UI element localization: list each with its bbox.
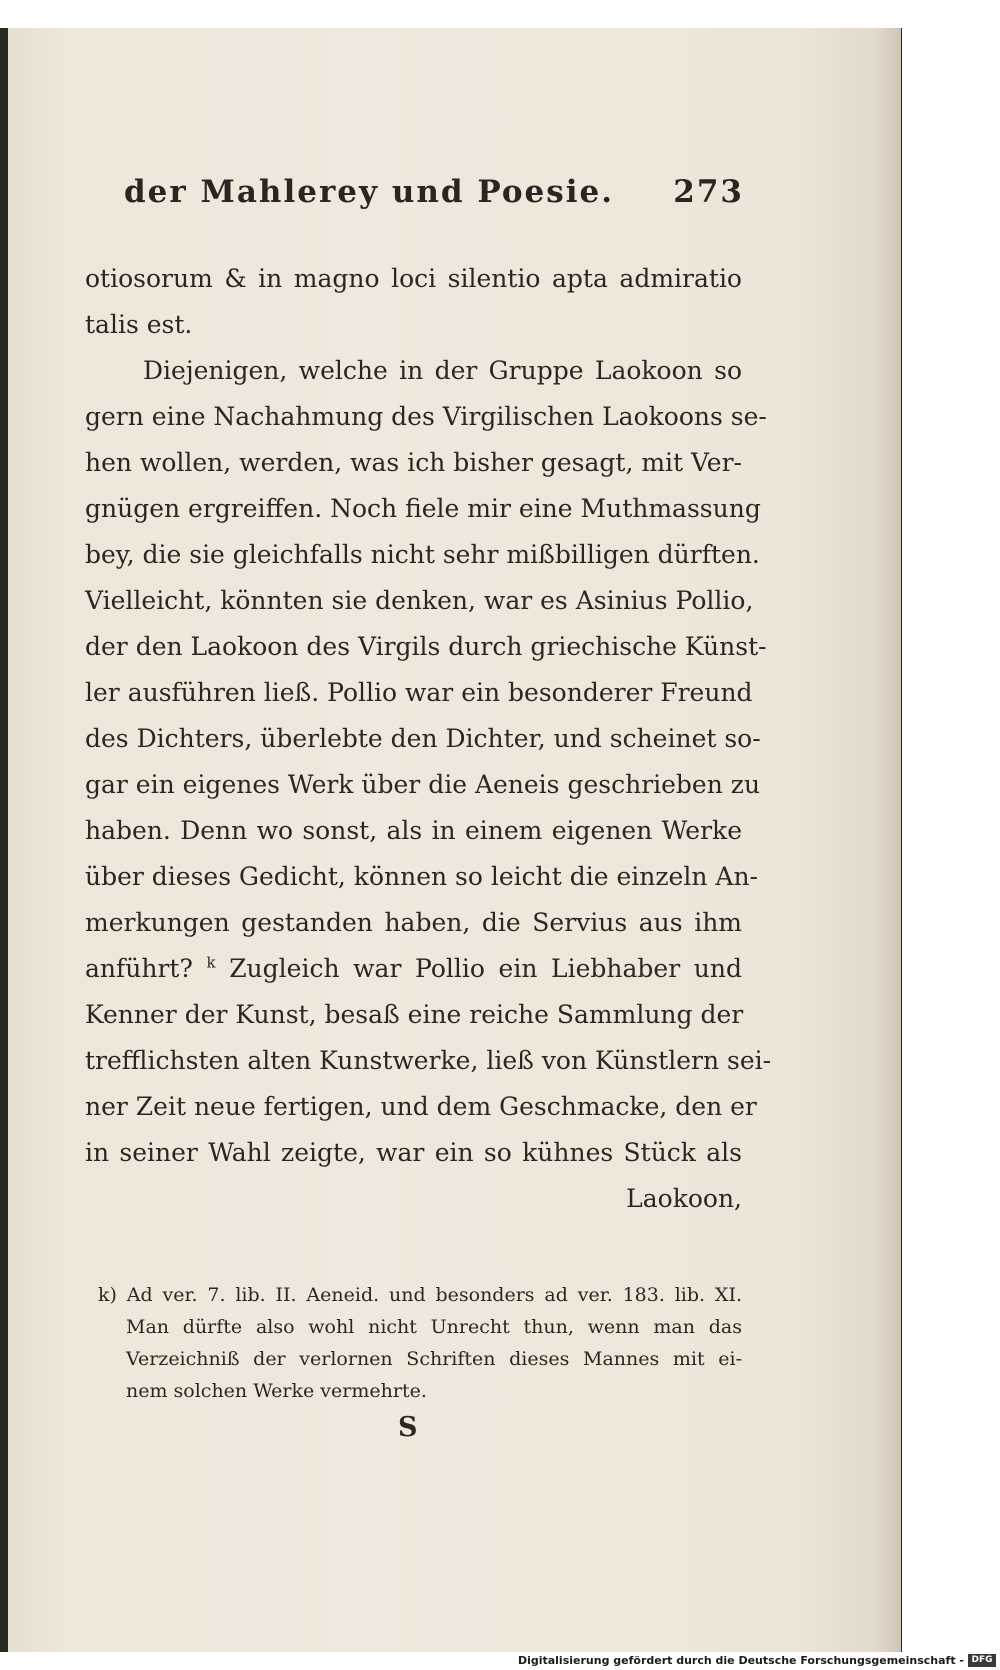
footnote bbox=[98, 1279, 742, 1407]
text-line: otiosorum & in magno loci silentio apta admiratio bbox=[85, 264, 742, 293]
text-line: Kenner der Kunst, besaß eine reiche Sammlung der bbox=[85, 1000, 744, 1029]
running-head bbox=[124, 174, 744, 224]
body-text bbox=[85, 256, 772, 1222]
dfg-logo: DFG bbox=[968, 1654, 996, 1667]
text-segment: Zugleich war Pollio ein Liebhaber und bbox=[229, 954, 742, 983]
text-line: gar ein eigenes Werk über die Aeneis geschrieben zu bbox=[85, 770, 761, 799]
scan-background bbox=[0, 28, 902, 1652]
text-line: merkungen gestanden haben, die Servius aus ihm bbox=[85, 908, 742, 937]
text-line: gnügen ergreiffen. Noch fiele mir eine Muthmassung bbox=[85, 494, 761, 523]
footnote-line: Man dürfte also wohl nicht Unrecht thun, wenn man das bbox=[126, 1316, 742, 1338]
footnote-marker: k) bbox=[98, 1284, 117, 1306]
text-line: talis est. bbox=[85, 310, 193, 339]
text-line-with-footnote bbox=[85, 946, 742, 992]
footnote-text: Ad ver. 7. lib. II. Aeneid. und besonders ad ver. 183. lib. XI. bbox=[126, 1284, 742, 1306]
text-line: trefflichsten alten Kunstwerke, ließ von Künstlern sei- bbox=[85, 1046, 772, 1075]
footnote-line: Verzeichniß der verlornen Schriften dieses Mannes mit ei- bbox=[126, 1348, 742, 1370]
book-page bbox=[8, 28, 901, 1652]
signature-mark: S bbox=[398, 1412, 418, 1443]
text-line: über dieses Gedicht, können so leicht die einzeln An- bbox=[85, 862, 758, 891]
text-line: ner Zeit neue fertigen, und dem Geschmacke, den er bbox=[85, 1092, 757, 1121]
text-line: hen wollen, werden, was ich bisher gesagt, mit Ver- bbox=[85, 448, 742, 477]
text-line: des Dichters, überlebte den Dichter, und scheinet so- bbox=[85, 724, 761, 753]
page-number: 273 bbox=[673, 174, 744, 210]
text-line: ler ausführen ließ. Pollio war ein besonderer Freund bbox=[85, 678, 753, 707]
paragraph-start-line: Diejenigen, welche in der Gruppe Laokoon so bbox=[143, 356, 742, 385]
funding-credit: Digitalisierung gefördert durch die Deutsche Forschungsgemeinschaft - bbox=[517, 1654, 964, 1667]
running-head-title: der Mahlerey und Poesie. bbox=[124, 174, 614, 210]
text-line: gern eine Nachahmung des Virgilischen Laokoons se- bbox=[85, 402, 767, 431]
text-line: Vielleicht, könnten sie denken, war es Asinius Pollio, bbox=[85, 586, 754, 615]
text-line: in seiner Wahl zeigte, war ein so kühnes Stück als bbox=[85, 1138, 742, 1167]
text-line: haben. Denn wo sonst, als in einem eigenen Werke bbox=[85, 816, 742, 845]
footnote-line bbox=[98, 1279, 742, 1311]
page-end-word: Laokoon, bbox=[626, 1184, 742, 1213]
text-line: bey, die sie gleichfalls nicht sehr mißbilligen dürften. bbox=[85, 540, 760, 569]
text-line: der den Laokoon des Virgils durch griechische Künst- bbox=[85, 632, 767, 661]
text-segment: anführt? bbox=[85, 954, 193, 983]
footnote-line: nem solchen Werke vermehrte. bbox=[126, 1380, 427, 1402]
footnote-reference: k bbox=[206, 953, 216, 972]
